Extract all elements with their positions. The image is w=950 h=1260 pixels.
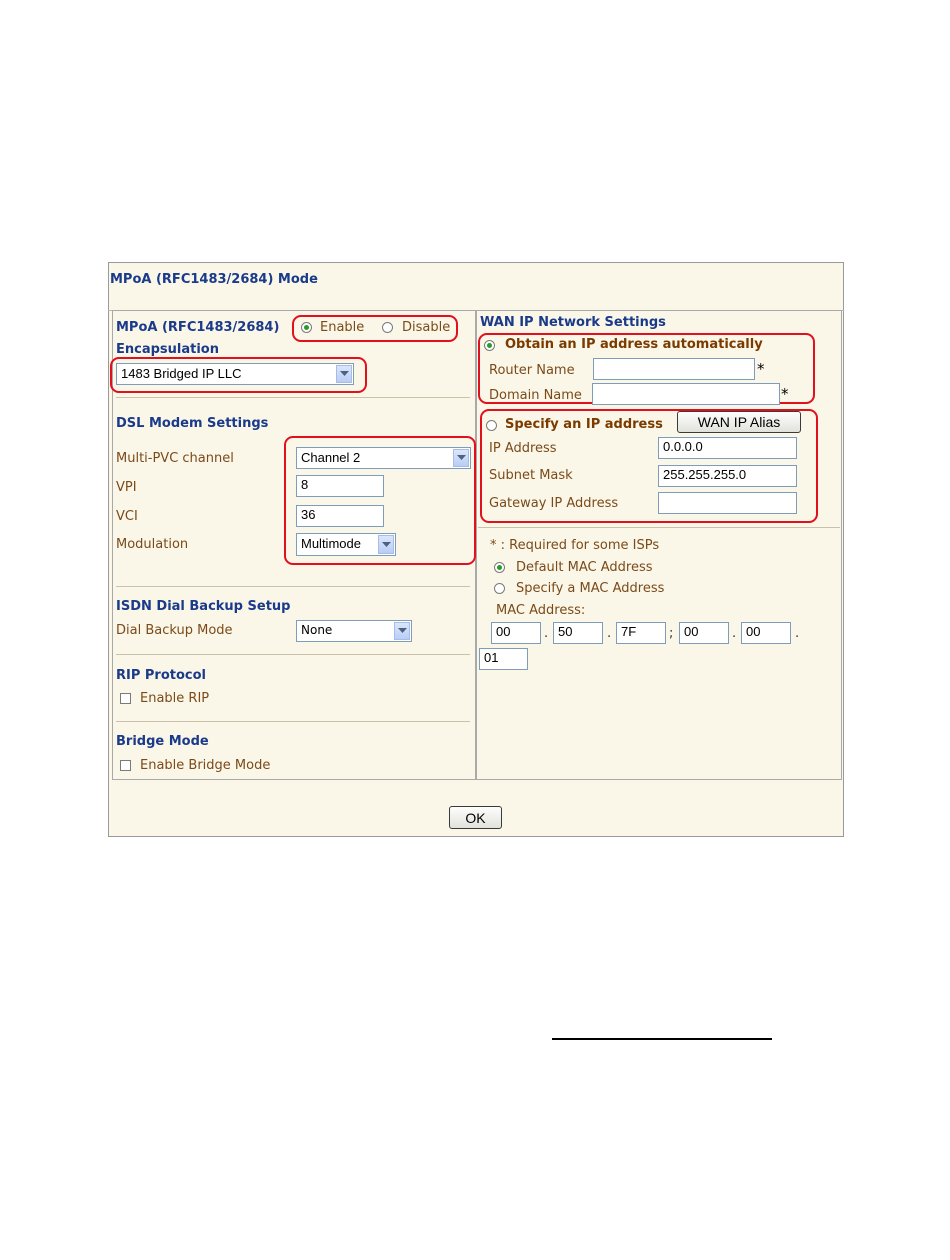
divider <box>478 527 840 528</box>
page-title: MPoA (RFC1483/2684) Mode <box>110 272 318 287</box>
dsl-heading: DSL Modem Settings <box>116 416 269 431</box>
enable-bridge-label: Enable Bridge Mode <box>140 758 271 773</box>
vpi-label: VPI <box>116 480 137 495</box>
specify-ip-radio[interactable] <box>486 420 497 431</box>
enable-rip-label: Enable RIP <box>140 691 210 706</box>
mac-octet-1[interactable]: 00 <box>491 622 541 644</box>
enable-rip-checkbox[interactable] <box>120 693 131 704</box>
mac-octet-3[interactable]: 7F <box>616 622 666 644</box>
wan-heading: WAN IP Network Settings <box>480 315 666 330</box>
domain-name-label: Domain Name <box>489 388 582 403</box>
modulation-select[interactable] <box>296 533 396 556</box>
specify-mac-label: Specify a MAC Address <box>516 581 665 596</box>
modulation-value: Multimode <box>301 536 361 551</box>
required-asterisk: * <box>757 360 765 378</box>
mpoa-enable-radio[interactable] <box>301 322 312 333</box>
divider <box>116 397 470 398</box>
chevron-down-icon <box>336 365 352 383</box>
ok-button[interactable]: OK <box>449 806 502 829</box>
subnet-mask-field[interactable]: 255.255.255.0 <box>658 465 797 487</box>
wan-ip-alias-button[interactable]: WAN IP Alias <box>677 411 801 433</box>
mac-separator: . <box>544 626 549 641</box>
default-mac-label: Default MAC Address <box>516 560 653 575</box>
divider <box>116 721 470 722</box>
router-name-label: Router Name <box>489 363 575 378</box>
gateway-label: Gateway IP Address <box>489 496 619 511</box>
mac-address-label: MAC Address: <box>496 603 586 618</box>
chevron-down-icon <box>453 449 469 467</box>
encapsulation-value: 1483 Bridged IP LLC <box>121 366 242 381</box>
encapsulation-select[interactable] <box>116 363 354 385</box>
router-name-field[interactable] <box>593 358 755 380</box>
mac-octet-5[interactable]: 00 <box>741 622 791 644</box>
modulation-label: Modulation <box>116 537 189 552</box>
mpoa-enable-label: Enable <box>320 320 365 335</box>
chevron-down-icon <box>394 622 410 640</box>
encapsulation-heading: Encapsulation <box>116 342 219 357</box>
enable-bridge-checkbox[interactable] <box>120 760 131 771</box>
subnet-mask-label: Subnet Mask <box>489 468 573 483</box>
specify-mac-radio[interactable] <box>494 583 505 594</box>
required-asterisk: * <box>781 385 789 403</box>
chevron-down-icon <box>378 535 394 554</box>
mac-separator: . <box>732 626 737 641</box>
vpi-field[interactable]: 8 <box>296 475 384 497</box>
rip-heading: RIP Protocol <box>116 668 207 683</box>
domain-name-field[interactable] <box>592 383 780 405</box>
divider <box>116 586 470 587</box>
vci-field[interactable]: 36 <box>296 505 384 527</box>
ip-address-label: IP Address <box>489 441 557 456</box>
mpoa-disable-radio[interactable] <box>382 322 393 333</box>
page-rule <box>552 1038 772 1040</box>
obtain-ip-label: Obtain an IP address automatically <box>505 337 763 352</box>
dial-backup-label: Dial Backup Mode <box>116 623 233 638</box>
vci-label: VCI <box>116 509 138 524</box>
multi-pvc-label: Multi-PVC channel <box>116 451 234 466</box>
mpoa-label: MPoA (RFC1483/2684) <box>116 320 280 335</box>
specify-ip-label: Specify an IP address <box>505 417 663 432</box>
mpoa-disable-label: Disable <box>402 320 451 335</box>
mac-octet-4[interactable]: 00 <box>679 622 729 644</box>
required-note: * : Required for some ISPs <box>490 538 660 553</box>
mac-separator: ; <box>669 626 674 641</box>
mac-octet-2[interactable]: 50 <box>553 622 603 644</box>
ip-address-field[interactable]: 0.0.0.0 <box>658 437 797 459</box>
multi-pvc-select[interactable] <box>296 447 471 469</box>
bridge-heading: Bridge Mode <box>116 734 209 749</box>
divider <box>116 654 470 655</box>
gateway-field[interactable] <box>658 492 797 514</box>
dial-backup-value: None <box>301 623 333 637</box>
mac-octet-6[interactable]: 01 <box>479 648 528 670</box>
dial-backup-select[interactable] <box>296 620 412 642</box>
isdn-heading: ISDN Dial Backup Setup <box>116 599 291 614</box>
mac-separator: . <box>607 626 612 641</box>
obtain-ip-radio[interactable] <box>484 340 495 351</box>
mac-separator: . <box>795 626 800 641</box>
default-mac-radio[interactable] <box>494 562 505 573</box>
multi-pvc-value: Channel 2 <box>301 450 361 465</box>
